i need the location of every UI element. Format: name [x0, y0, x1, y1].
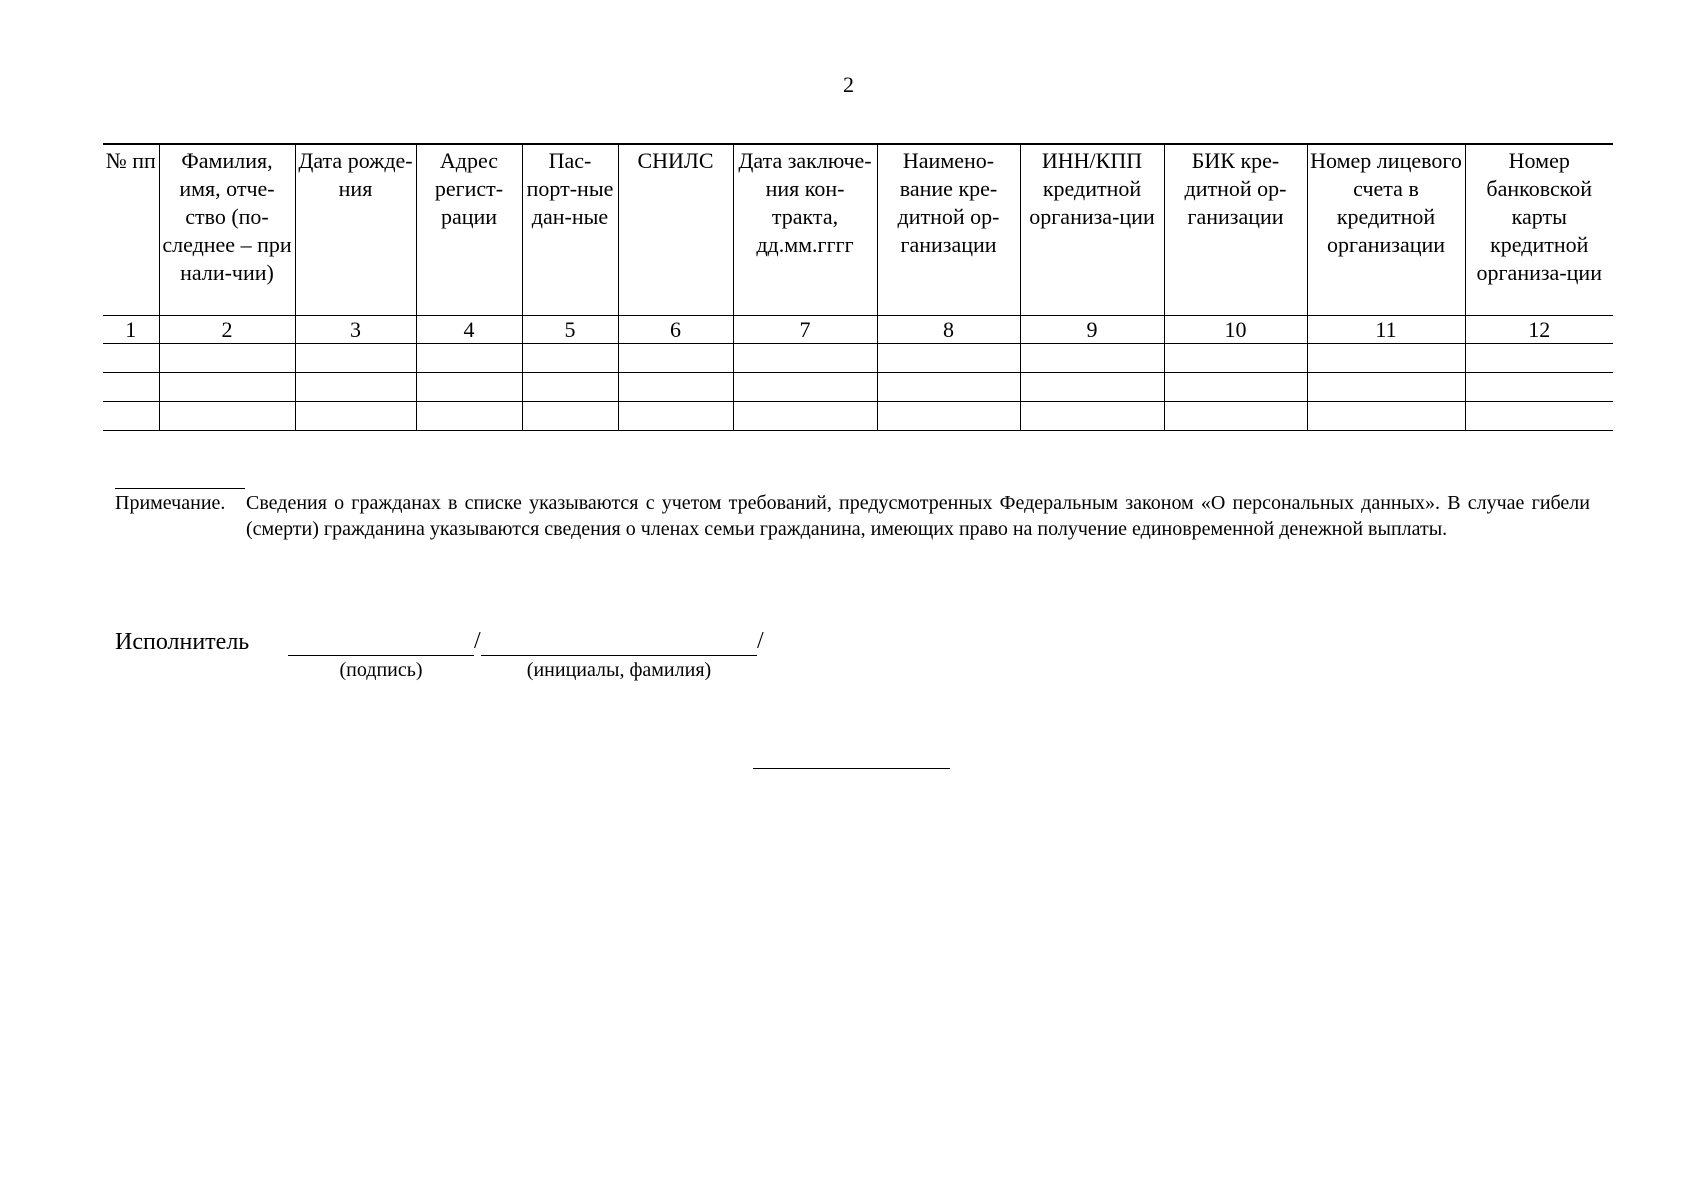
header-registration-address: Адрес регист-рации: [416, 144, 522, 316]
column-number: 1: [103, 316, 159, 344]
column-number: 2: [159, 316, 295, 344]
header-birth-date: Дата рожде-ния: [295, 144, 416, 316]
column-number: 3: [295, 316, 416, 344]
executor-label: Исполнитель: [115, 629, 250, 655]
column-number: 9: [1020, 316, 1164, 344]
table-header-row: [103, 144, 1613, 316]
empty-cell: [1465, 344, 1613, 373]
empty-cell: [295, 402, 416, 431]
empty-cell: [1465, 373, 1613, 402]
header-snils: СНИЛС: [618, 144, 733, 316]
table-row: [103, 373, 1613, 402]
empty-cell: [1020, 373, 1164, 402]
empty-cell: [159, 344, 295, 373]
note-text: Сведения о гражданах в списке указываются с учетом требований, предусмотренных Федеральным законом «О персональных данных». В случае гибели (смерти) гражданина указываются сведения о членах семьи гражданина, имеющих право на получение единовременной денежной выплаты.: [246, 492, 1590, 540]
empty-cell: [522, 373, 618, 402]
note-label: Примечание.: [115, 492, 226, 514]
citizens-list-table: [103, 143, 1613, 431]
table-row: [103, 402, 1613, 431]
column-number: 7: [733, 316, 877, 344]
empty-cell: [877, 344, 1020, 373]
column-number: 10: [1164, 316, 1307, 344]
empty-cell: [1164, 373, 1307, 402]
column-number: 11: [1307, 316, 1465, 344]
empty-cell: [1164, 344, 1307, 373]
empty-cell: [733, 373, 877, 402]
empty-cell: [733, 402, 877, 431]
note-block: [115, 490, 1590, 542]
empty-cell: [1307, 344, 1465, 373]
empty-cell: [733, 344, 877, 373]
header-inn-kpp: ИНН/КПП кредитной организа-ции: [1020, 144, 1164, 316]
empty-cell: [159, 373, 295, 402]
table-row: [103, 344, 1613, 373]
empty-cell: [522, 344, 618, 373]
header-bank-name: Наимено-вание кре-дитной ор-ганизации: [877, 144, 1020, 316]
empty-cell: [295, 344, 416, 373]
name-line[interactable]: [481, 655, 757, 656]
empty-cell: [1020, 402, 1164, 431]
empty-cell: [416, 402, 522, 431]
document-end-rule: [753, 768, 950, 769]
signature-caption: (подпись): [339, 659, 423, 681]
header-row-number: № пп: [103, 144, 159, 316]
empty-cell: [618, 344, 733, 373]
signature-line[interactable]: [288, 655, 474, 656]
empty-cell: [159, 402, 295, 431]
column-number-row: [103, 316, 1613, 344]
empty-cell: [103, 344, 159, 373]
header-bik: БИК кре-дитной ор-ганизации: [1164, 144, 1307, 316]
empty-cell: [522, 402, 618, 431]
empty-cell: [1307, 373, 1465, 402]
column-number: 4: [416, 316, 522, 344]
empty-cell: [877, 373, 1020, 402]
header-account-number: Номер лицевого счета в кредитной организации: [1307, 144, 1465, 316]
header-contract-date: Дата заключе-ния кон-тракта, дд.мм.гггг: [733, 144, 877, 316]
empty-cell: [103, 373, 159, 402]
empty-cell: [103, 402, 159, 431]
column-number: 6: [618, 316, 733, 344]
empty-cell: [618, 402, 733, 431]
page-number: 2: [843, 72, 854, 97]
signature-separator: /: [474, 628, 481, 654]
header-full-name: Фамилия, имя, отче-ство (по-следнее – при нали-чии): [159, 144, 295, 316]
footnote-separator: [115, 488, 245, 489]
empty-cell: [877, 402, 1020, 431]
header-passport-data: Пас-порт-ные дан-ные: [522, 144, 618, 316]
column-number: 8: [877, 316, 1020, 344]
column-number: 12: [1465, 316, 1613, 344]
empty-cell: [1307, 402, 1465, 431]
name-caption: (инициалы, фамилия): [526, 659, 712, 681]
empty-cell: [1020, 344, 1164, 373]
empty-cell: [416, 373, 522, 402]
name-separator: /: [757, 628, 764, 654]
header-card-number: Номер банковской карты кредитной организа-ции: [1465, 144, 1613, 316]
empty-cell: [618, 373, 733, 402]
empty-cell: [295, 373, 416, 402]
column-number: 5: [522, 316, 618, 344]
empty-cell: [1465, 402, 1613, 431]
empty-cell: [1164, 402, 1307, 431]
empty-cell: [416, 344, 522, 373]
